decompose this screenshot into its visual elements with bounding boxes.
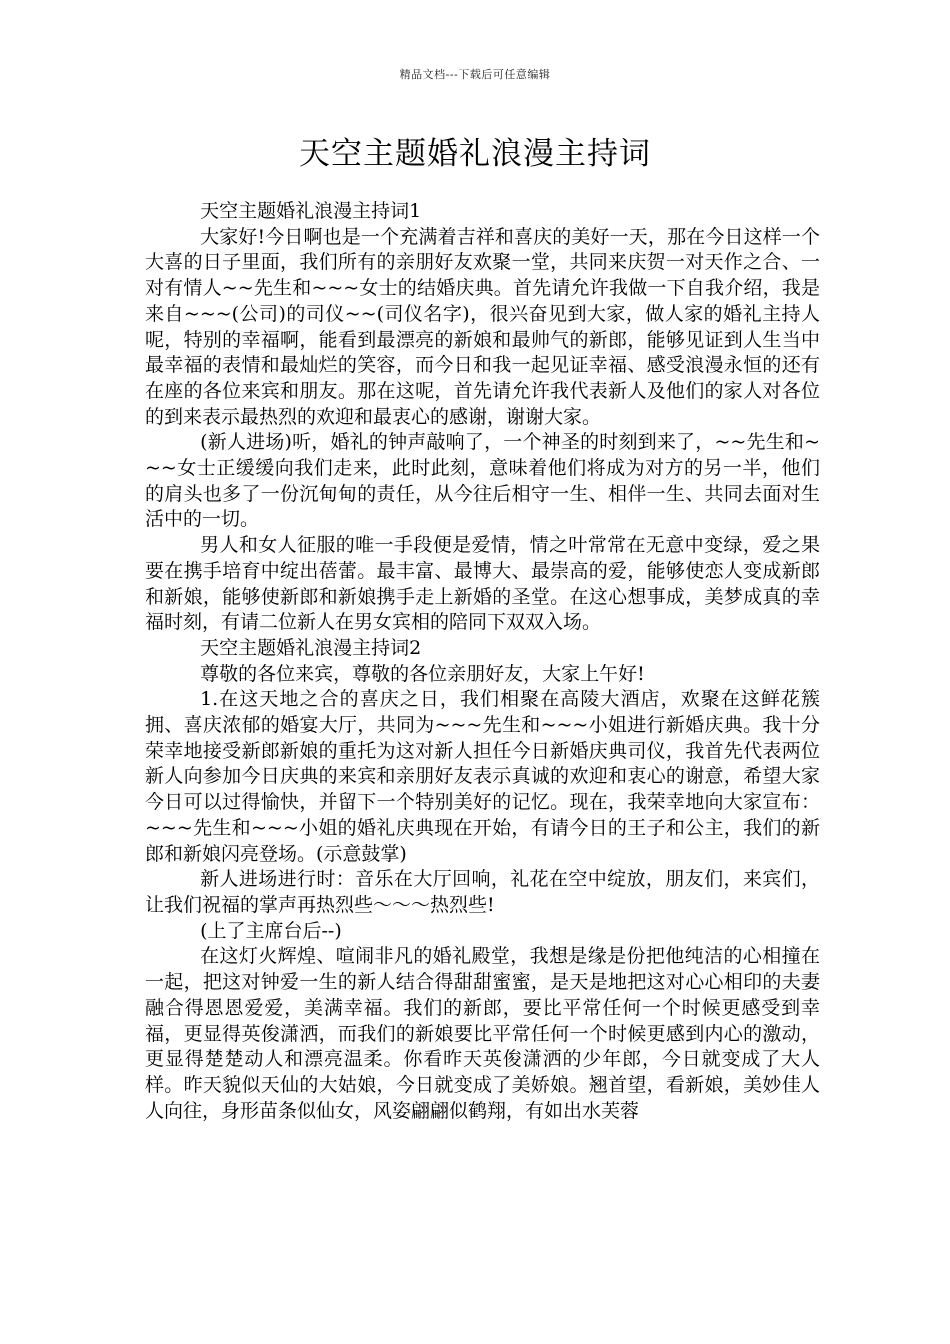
header-note: 精品文档---下载后可任意编辑	[399, 68, 551, 81]
section-heading-1: 天空主题婚礼浪漫主持词1	[200, 200, 422, 222]
document-body	[145, 199, 820, 1124]
section-heading-2: 天空主题婚礼浪漫主持词2	[200, 636, 422, 659]
paragraph: 1.在这天地之合的喜庆之日，我们相聚在高陵大酒店，欢聚在这鲜花簇拥、喜庆浓郁的婚宴大厅，共同为~~~先生和~~~小姐进行新婚庆典。我十分荣幸地接受新郎新娘的重托为这对新人担任今日新婚庆典司仪，我首先代表两位新人向参加今日庆典的来宾和亲朋好友表示真诚的欢迎和衷心的谢意，希望大家今日可以过得愉快，并留下一个特别美好的记忆。现在，我荣幸地向大家宣布：~~~先生和~~~小姐的婚礼庆典现在开始，有请今日的王子和公主，我们的新郎和新娘闪亮登场。(示意鼓掌)	[145, 688, 820, 865]
paragraph: (上了主席台后--)	[200, 919, 342, 942]
paragraph: 在这灯火辉煌、喧闹非凡的婚礼殿堂，我想是缘是份把他纯洁的心相撞在一起，把这对钟爱一生的新人结合得甜甜蜜蜜，是天是地把这对心心相印的夫妻融合得恩恩爱爱，美满幸福。我们的新郎，要比平常任何一个时候更感受到幸福，更显得英俊潇洒，而我们的新娘要比平常任何一个时候更感到内心的激动，更显得楚楚动人和漂亮温柔。你看昨天英俊潇洒的少年郎，今日就变成了大人样。昨天貌似天仙的大姑娘，今日就变成了美娇娘。翘首望，看新娘，美妙佳人人向往，身形苗条似仙女，风姿翩翩似鹤翔，有如出水芙蓉	[145, 945, 820, 1122]
paragraph: (新人进场)听，婚礼的钟声敲响了，一个神圣的时刻到来了，~~先生和~~~女士正缓缓向我们走来，此时此刻，意味着他们将成为对方的另一半，他们的肩头也多了一份沉甸甸的责任，从今往后相守一生、相伴一生、共同去面对生活中的一切。	[145, 431, 820, 531]
paragraph: 男人和女人征服的唯一手段便是爱情，情之叶常常在无意中变绿，爱之果要在携手培育中绽出蓓蕾。最丰富、最博大、最崇高的爱，能够使恋人变成新郎和新娘，能够使新郎和新娘携手走上新婚的圣堂。在这心想事成，美梦成真的幸福时刻，有请二位新人在男女宾相的陪同下双双入场。	[145, 534, 820, 634]
paragraph: 尊敬的各位来宾，尊敬的各位亲朋好友，大家上午好!	[200, 662, 645, 685]
paragraph: 新人进场进行时：音乐在大厅回响，礼花在空中绽放，朋友们，来宾们，让我们祝福的掌声再热烈些～～～热烈些!	[145, 868, 820, 916]
document-title: 天空主题婚礼浪漫主持词	[299, 136, 651, 172]
paragraph: 大家好!今日啊也是一个充满着吉祥和喜庆的美好一天，那在今日这样一个大喜的日子里面，我们所有的亲朋好友欢聚一堂，共同来庆贺一对天作之合、一对有情人~~先生和~~~女士的结婚庆典。首先请允许我做一下自我介绍，我是来自~~~(公司)的司仪~~(司仪名字)，很兴奋见到大家，做人家的婚礼主持人呢，特别的幸福啊，能看到最漂亮的新娘和最帅气的新郎，能够见证到人生当中最幸福的表情和最灿烂的笑容，而今日和我一起见证幸福、感受浪漫永恒的还有在座的各位来宾和朋友。那在这呢，首先请允许我代表新人及他们的家人对各位的到来表示最热烈的欢迎和最衷心的感谢，谢谢大家。	[145, 225, 820, 428]
